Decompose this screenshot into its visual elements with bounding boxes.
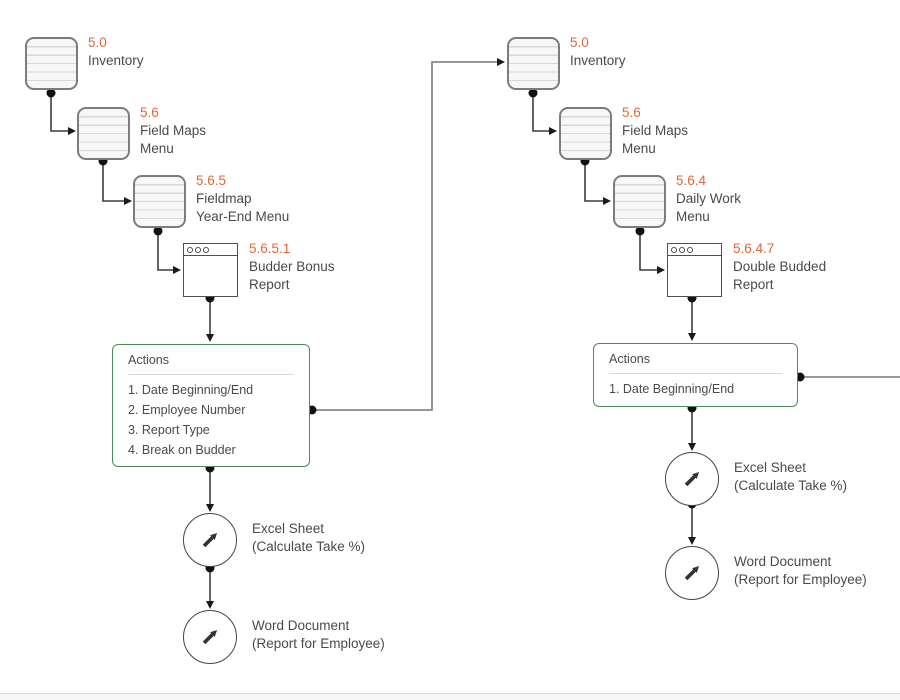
node-number: 5.6 (622, 105, 641, 120)
action-item: 1. Date Beginning/End (609, 382, 735, 396)
actions-title: Actions (609, 352, 650, 366)
node-inventory-right (507, 35, 626, 90)
node-number: 5.6.4 (676, 173, 707, 188)
menu-icon (25, 37, 78, 90)
window-titlebar (668, 244, 721, 256)
node-label-block (88, 34, 144, 70)
footer-bar (0, 693, 900, 700)
node-label-block (196, 172, 289, 226)
window-dot-icon (187, 247, 193, 253)
node-label: Menu (622, 141, 656, 156)
arrow-up-right-circle-icon (183, 610, 237, 664)
menu-icon (507, 37, 560, 90)
output-label: Excel Sheet (Calculate Take %) (252, 521, 366, 554)
output-word-document-left (183, 610, 385, 664)
node-number: 5.6 (140, 105, 159, 120)
node-double-budded-report (667, 241, 827, 297)
actions-separator (128, 374, 294, 375)
node-label-block (676, 172, 741, 226)
actions-box-right (593, 343, 798, 407)
output-label: Word Document (Report for Employee) (734, 554, 867, 587)
node-number: 5.0 (570, 35, 589, 50)
menu-icon (613, 175, 666, 228)
arrow-up-right-icon (679, 466, 705, 492)
node-label-block (249, 240, 335, 294)
menu-icon (77, 107, 130, 160)
node-label: Field Maps (140, 123, 207, 138)
window-dot-icon (679, 247, 685, 253)
arrow-up-right-circle-icon (665, 546, 719, 600)
node-number: 5.6.4.7 (733, 241, 775, 256)
node-daily-work-menu (613, 173, 742, 228)
output-excel-sheet-left (183, 513, 366, 567)
arrow-up-right-circle-icon (183, 513, 237, 567)
output-label: Excel Sheet (Calculate Take %) (734, 460, 848, 493)
node-label-block (622, 104, 688, 158)
window-dot-icon (687, 247, 693, 253)
actions-separator (609, 373, 782, 374)
actions-title: Actions (128, 353, 169, 367)
window-dot-icon (203, 247, 209, 253)
action-item: 3. Report Type (128, 423, 210, 437)
output-label: Word Document (Report for Employee) (252, 618, 385, 651)
node-budder-bonus-report (183, 241, 335, 297)
window-titlebar (184, 244, 237, 256)
window-dot-icon (195, 247, 201, 253)
menu-icon (133, 175, 186, 228)
actions-box-left (112, 344, 310, 467)
node-label: Inventory (88, 53, 144, 68)
node-label: Daily Work (676, 191, 742, 206)
node-inventory-left (25, 35, 144, 90)
node-label: Menu (140, 141, 174, 156)
action-item: 1. Date Beginning/End (128, 383, 254, 397)
report-window-icon (667, 243, 722, 297)
node-number: 5.0 (88, 35, 107, 50)
node-field-maps-menu-right (559, 105, 689, 160)
node-number: 5.6.5 (196, 173, 227, 188)
node-label-block (733, 240, 826, 294)
action-item: 2. Employee Number (128, 403, 246, 417)
node-label: Inventory (570, 53, 626, 68)
output-word-document-right (665, 546, 867, 600)
window-dot-icon (671, 247, 677, 253)
node-label: Year-End Menu (196, 209, 290, 224)
arrow-up-right-icon (197, 527, 223, 553)
output-excel-sheet-right (665, 452, 848, 506)
node-label: Double Budded (733, 259, 827, 274)
node-fieldmap-year-end-menu (133, 173, 290, 228)
node-label-block (140, 104, 206, 158)
node-label: Menu (676, 209, 710, 224)
report-window-icon (183, 243, 238, 297)
arrow-up-right-icon (679, 560, 705, 586)
node-label: Report (249, 277, 290, 292)
node-label: Report (733, 277, 774, 292)
node-label: Fieldmap (196, 191, 252, 206)
node-label-block (570, 34, 626, 70)
arrow-up-right-icon (197, 624, 223, 650)
node-field-maps-menu-left (77, 105, 207, 160)
node-label: Field Maps (622, 123, 689, 138)
arrow-up-right-circle-icon (665, 452, 719, 506)
menu-icon (559, 107, 612, 160)
action-item: 4. Break on Budder (128, 443, 236, 457)
node-label: Budder Bonus (249, 259, 335, 274)
node-number: 5.6.5.1 (249, 241, 291, 256)
